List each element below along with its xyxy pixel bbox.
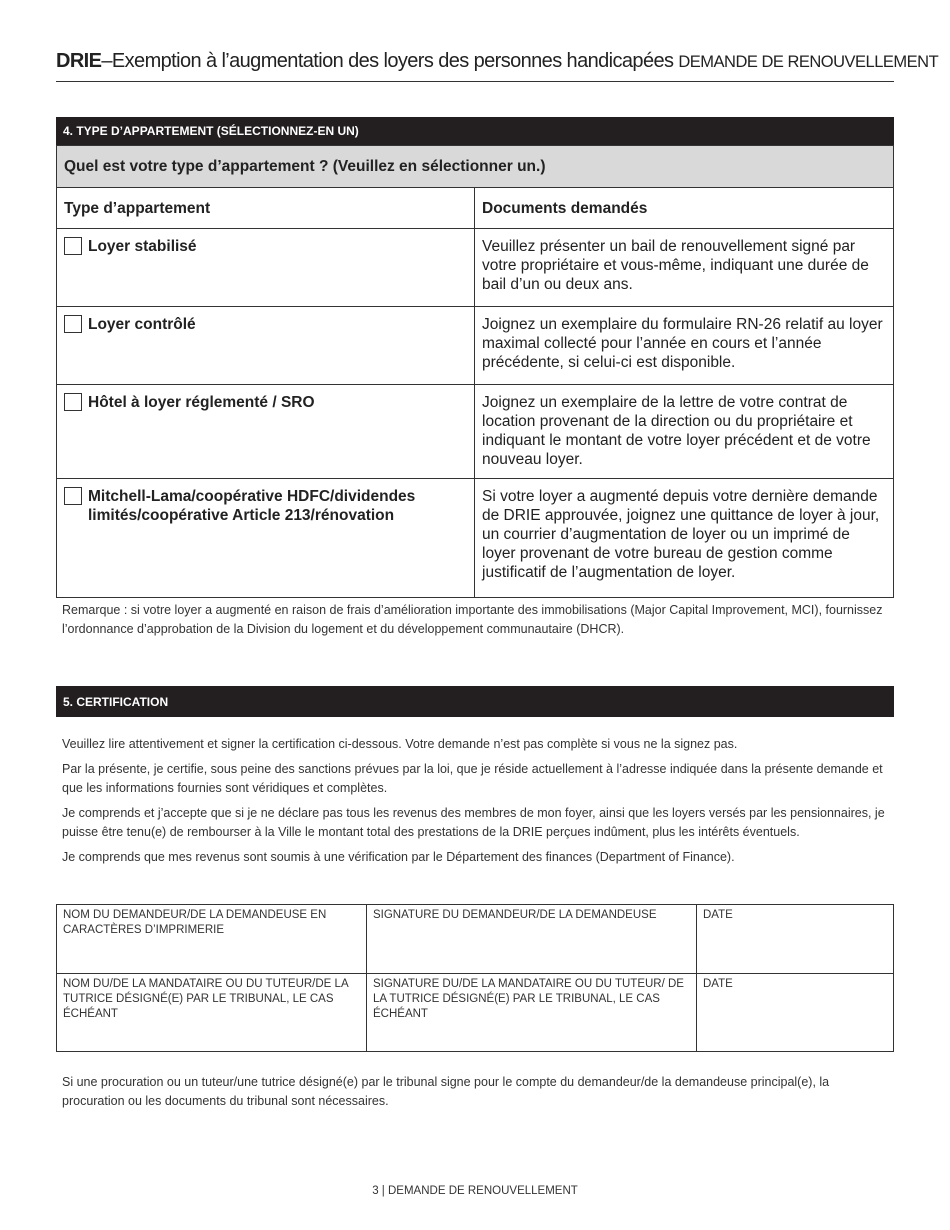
docs-text: Joignez un exemplaire de la lettre de votre contrat de location provenant de la direction ou du propriétaire et indiquant le montant de votre loyer précédent et de votre nouveau loyer. — [475, 385, 894, 479]
checkbox-rent-stabilized[interactable] — [64, 237, 82, 255]
footnote: Si une procuration ou un tuteur/une tutrice désigné(e) par le tribunal signe pour le compte du demandeur/de la demandeuse principal(e), la procuration ou les documents du tribunal sont nécessaires. — [62, 1075, 830, 1108]
checkbox-rent-controlled[interactable] — [64, 315, 82, 333]
table-row — [57, 479, 894, 598]
paragraph: Je comprends et j’accepte que si je ne déclare pas tous les revenus des membres de mon foyer, ainsi que les loyers versés par les pensionnaires, je puisse être tenu(e) de rembourser à la Ville le montant total des prestations de la DRIE perçues indûment, plus les intérêts éventuels. — [62, 806, 885, 839]
page-header — [56, 50, 939, 73]
section-4-note: Remarque : si votre loyer a augmenté en raison de frais d’amélioration importante des immobilisations (Major Capital Improvement, MCI), fournissez l’ordonnance d’approbation de la Division du logement et du développement communautaire (DHCR). — [62, 603, 883, 636]
date-field[interactable]: DATE — [697, 905, 894, 974]
checkbox-mitchell-lama[interactable] — [64, 487, 82, 505]
col-docs-header: Documents demandés — [475, 188, 894, 229]
apartment-type-table — [56, 145, 894, 598]
question: Quel est votre type d’appartement ? (Veuillez en sélectionner un.) — [57, 146, 894, 188]
certification-text — [62, 735, 894, 873]
paragraph: Veuillez lire attentivement et signer la certification ci-dessous. Votre demande n’est pas complète si vous ne la signez pas. — [62, 737, 738, 751]
dash: – — [101, 50, 112, 72]
paragraph: Je comprends que mes revenus sont soumis à une vérification par le Département des finances (Department of Finance). — [62, 850, 735, 864]
docs-text: Si votre loyer a augmenté depuis votre dernière demande de DRIE approuvée, joignez une quittance de loyer à jour, un courrier d’augmentation de loyer ou un imprimé de loyer provenant de votre bureau de gestion comme justificatif de l’augmentation de loyer. — [475, 479, 894, 598]
agent-name-field[interactable]: NOM DU/DE LA MANDATAIRE OU DU TUTEUR/DE LA TUTRICE DÉSIGNÉ(E) PAR LE TRIBUNAL, LE CAS ÉCHÉANT — [57, 974, 367, 1052]
col-type-header: Type d’appartement — [57, 188, 475, 229]
paragraph: Par la présente, je certifie, sous peine des sanctions prévues par la loi, que je réside actuellement à l’adresse indiquée dans la présente demande et que les informations fournies sont véridiques et complètes. — [62, 762, 883, 795]
option-label: Loyer contrôlé — [88, 316, 196, 333]
agent-signature-field[interactable]: SIGNATURE DU/DE LA MANDATAIRE OU DU TUTEUR/ DE LA TUTRICE DÉSIGNÉ(E) PAR LE TRIBUNAL, LE CAS ÉCHÉANT — [367, 974, 697, 1052]
table-row — [57, 307, 894, 385]
signature-table — [56, 904, 894, 1052]
section-4-title: 4. TYPE D’APPARTEMENT (SÉLECTIONNEZ-EN UN) — [56, 117, 894, 145]
docs-text: Joignez un exemplaire du formulaire RN-26 relatif au loyer maximal collecté pour l’année en cours et l’année précédente, si celui-ci est disponible. — [475, 307, 894, 385]
table-row — [57, 385, 894, 479]
option-label: Mitchell-Lama/coopérative HDFC/dividendes limités/coopérative Article 213/rénovation — [88, 488, 416, 524]
option-label: Loyer stabilisé — [88, 238, 197, 255]
section-5-title: 5. CERTIFICATION — [56, 686, 894, 717]
date-field-2[interactable]: DATE — [697, 974, 894, 1052]
checkbox-sro[interactable] — [64, 393, 82, 411]
form-title: Exemption à l’augmentation des loyers des personnes handicapées — [111, 50, 674, 72]
option-label: Hôtel à loyer réglementé / SRO — [88, 394, 315, 411]
header-divider — [56, 81, 894, 82]
applicant-name-field[interactable]: NOM DU DEMANDEUR/DE LA DEMANDEUSE EN CARACTÈRES D’IMPRIMERIE — [57, 905, 367, 974]
brand: DRIE — [56, 50, 102, 72]
form-subtitle: DEMANDE DE RENOUVELLEMENT — [678, 53, 939, 71]
docs-text: Veuillez présenter un bail de renouvellement signé par votre propriétaire et vous-même, indiquant une durée de bail d’un ou deux ans. — [475, 229, 894, 307]
page-footer: 3 | DEMANDE DE RENOUVELLEMENT — [372, 1185, 578, 1197]
table-row — [57, 229, 894, 307]
applicant-signature-field[interactable]: SIGNATURE DU DEMANDEUR/DE LA DEMANDEUSE — [367, 905, 697, 974]
